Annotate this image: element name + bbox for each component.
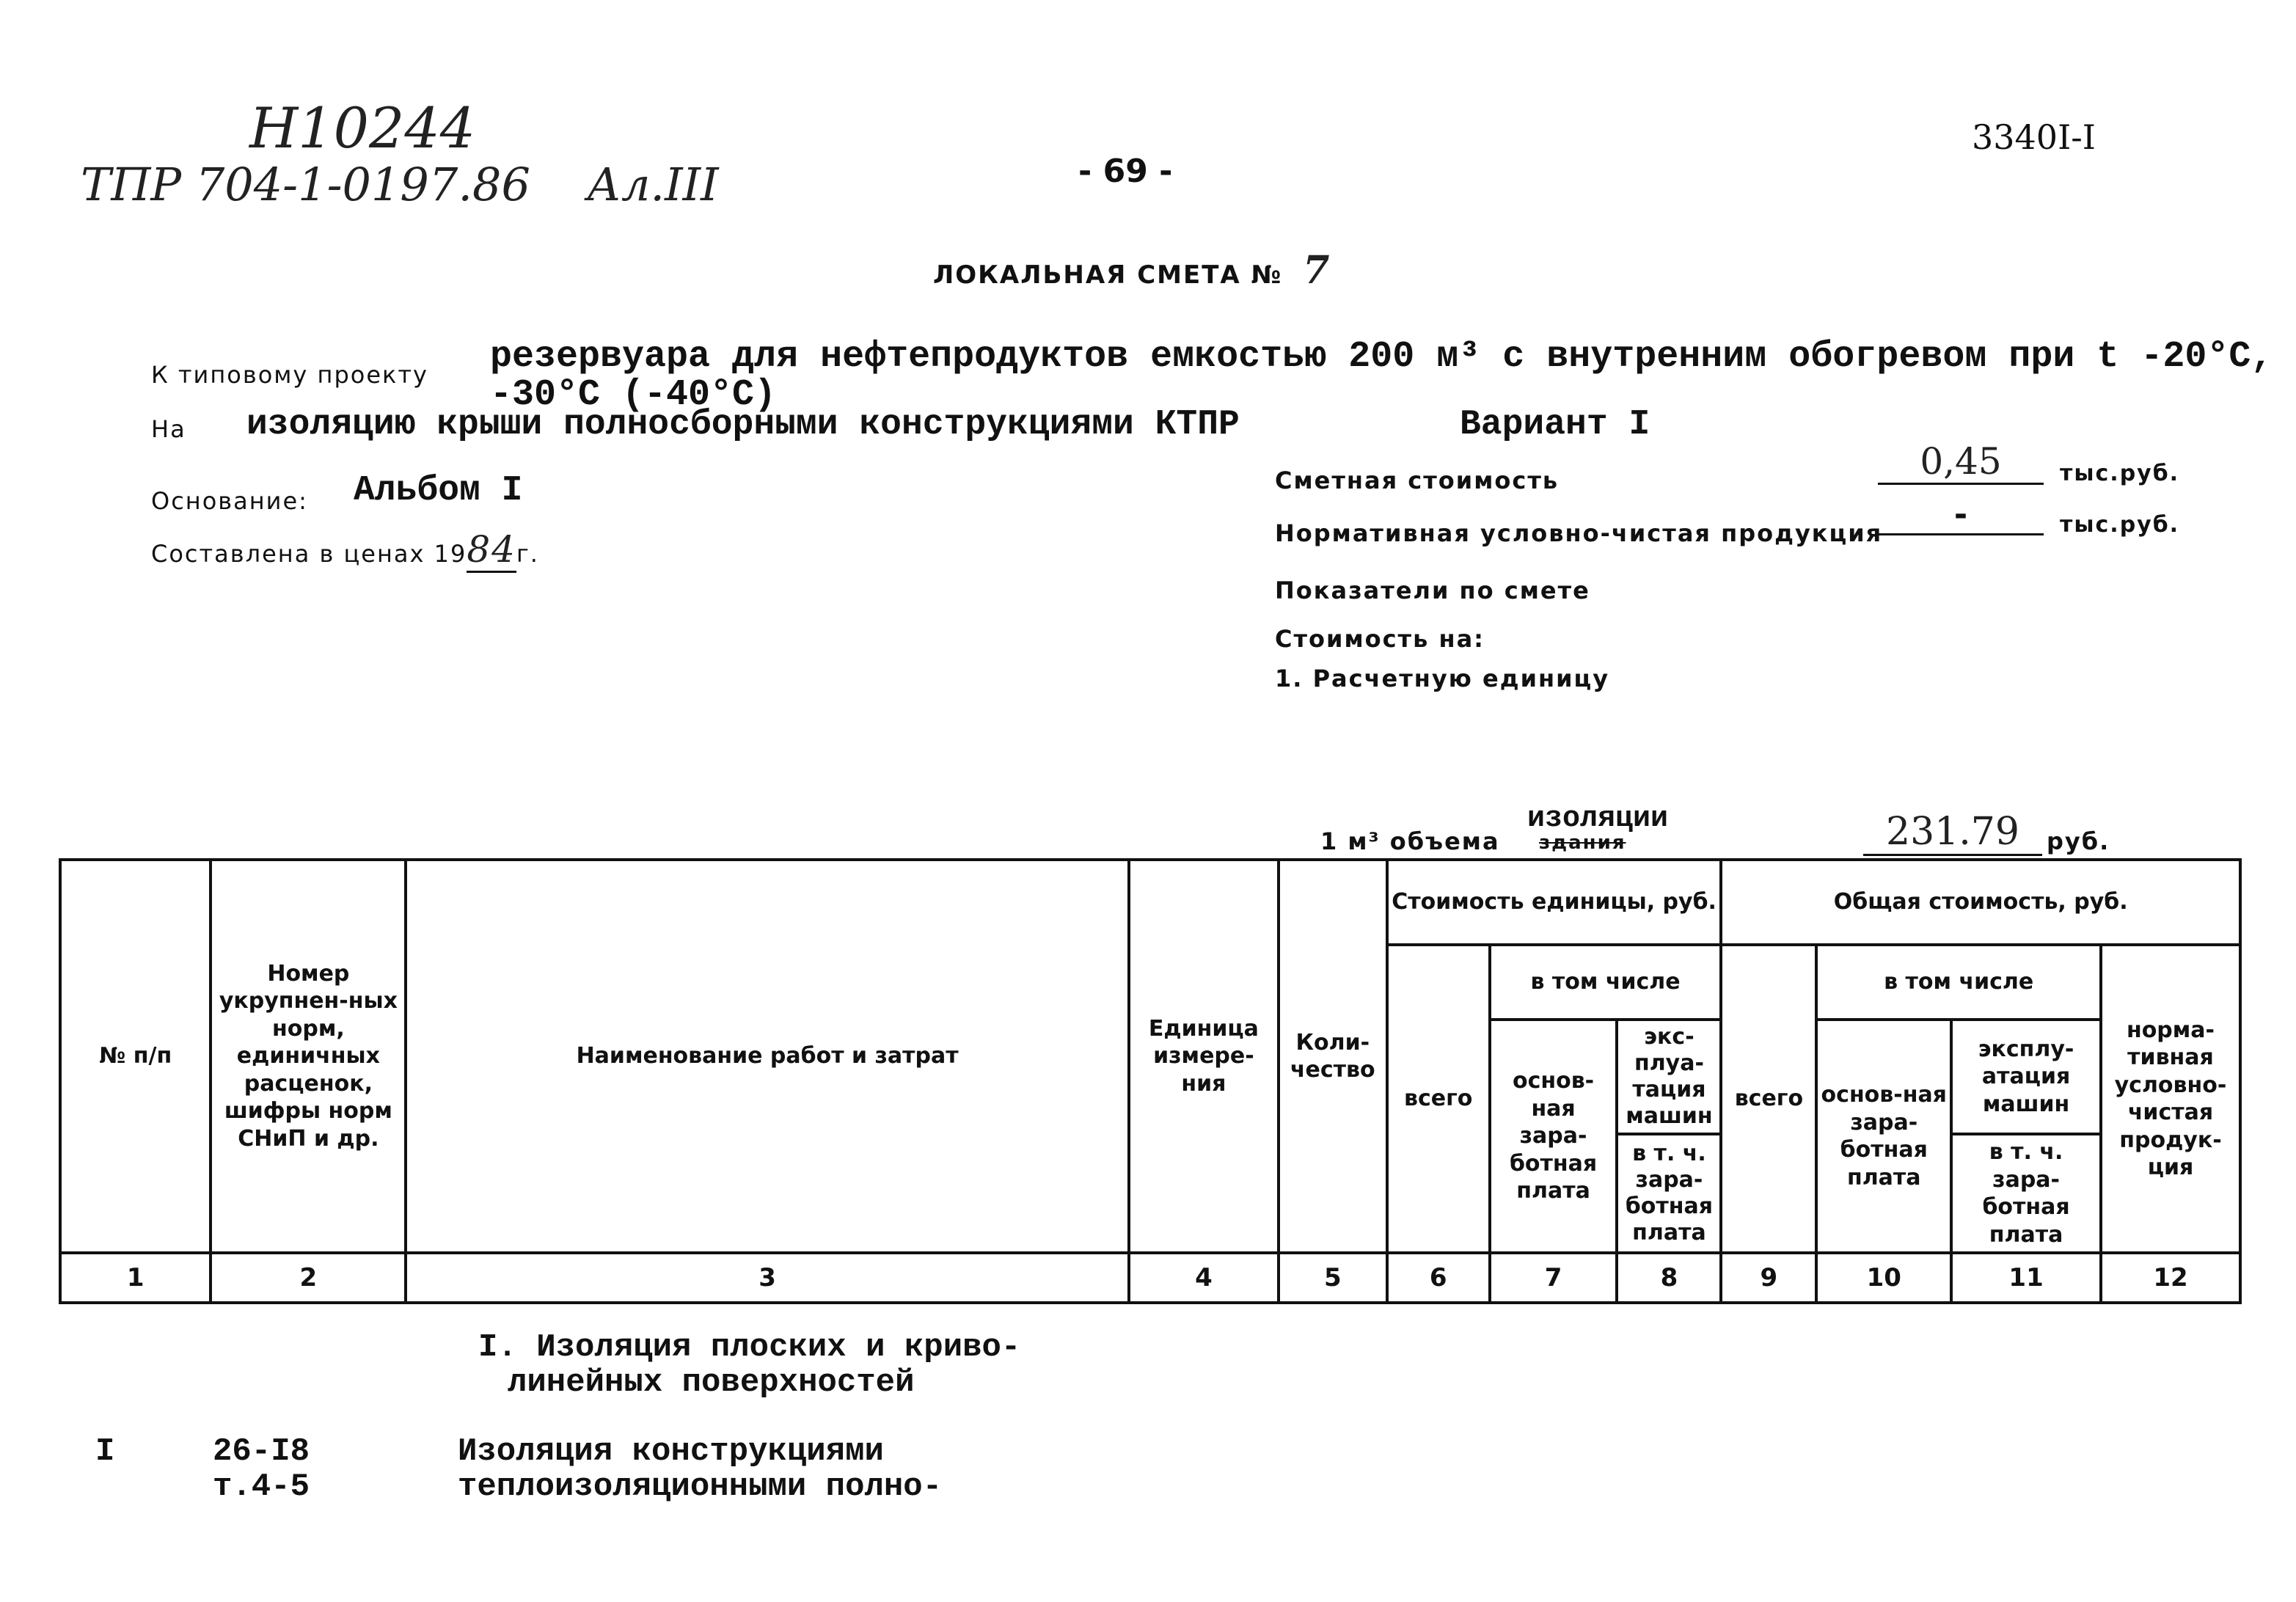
col-number-11: 11	[1951, 1253, 2101, 1303]
estimate-table	[59, 858, 2242, 1304]
normative-label: Нормативная условно-чистая продукция	[1275, 519, 1883, 547]
row-name-line2: теплоизоляционными полно-	[458, 1468, 943, 1505]
section-title-line2: линейных поверхностей	[508, 1364, 915, 1401]
header-total-including: в том числе	[1816, 945, 2101, 1020]
title-label: ЛОКАЛЬНАЯ СМЕТА №	[933, 260, 1283, 290]
header-quantity: Коли-чество	[1279, 860, 1387, 1253]
project-text-line2: -30°C (-40°C)	[490, 374, 777, 416]
row-name-line1: Изоляция конструкциями	[458, 1433, 884, 1470]
doc-number: 3340I-I	[1972, 117, 2096, 157]
page-title	[933, 248, 1331, 293]
row-code-line2: т.4-5	[213, 1468, 310, 1505]
basis-label: Основание:	[151, 487, 308, 515]
per-unit-replacement: изоляции	[1527, 802, 1669, 835]
per-unit-currency: руб.	[2047, 827, 2110, 855]
estimated-cost-label: Сметная стоимость	[1275, 467, 1560, 494]
per-unit-struck: здания	[1539, 832, 1626, 854]
header-unit-incl-wage: в т. ч. зара-ботная плата	[1617, 1134, 1721, 1253]
header-total-base-wage: основ-ная зара-ботная плата	[1816, 1020, 1951, 1253]
project-label: К типовому проекту	[151, 361, 428, 389]
prices-label: Составлена в ценах 19	[151, 540, 467, 568]
col-number-10: 10	[1816, 1253, 1951, 1303]
estimated-cost-unit: тыс.руб.	[2060, 461, 2180, 486]
header-total-cost: Общая стоимость, руб.	[1721, 860, 2240, 945]
variant: Вариант I	[1460, 405, 1650, 445]
header-unit-base-wage: основ-ная зара-ботная плата	[1490, 1020, 1617, 1253]
header-unit-cost: Стоимость единицы, руб.	[1387, 860, 1722, 945]
prices-year: 84	[467, 528, 516, 573]
col-number-3: 3	[406, 1253, 1129, 1303]
header-normative: норма-тивная условно-чистая продук-ция	[2101, 945, 2240, 1253]
handwritten-code: Н10244	[249, 95, 476, 161]
col-number-2: 2	[211, 1253, 406, 1303]
header-unit: Единица измере-ния	[1129, 860, 1279, 1253]
col-number-5: 5	[1279, 1253, 1387, 1303]
row-code-line1: 26-I8	[213, 1433, 310, 1470]
header-unit-including: в том числе	[1490, 945, 1722, 1020]
col-number-9: 9	[1721, 1253, 1816, 1303]
title-number: 7	[1303, 248, 1331, 293]
project-text-line1: резервуара для нефтепродуктов емкостью 200 м³ с внутренним обогревом при t -20°C,	[490, 336, 2273, 378]
header-unit-machine: экс-плуа-тация машин	[1617, 1020, 1721, 1134]
on-label: На	[151, 415, 186, 443]
header-code: Номер укрупнен-ных норм, единичных расценок, шифры норм СНиП и др.	[211, 860, 406, 1253]
indicators-label: Показатели по смете	[1275, 577, 1590, 604]
basis-value: Альбом I	[354, 471, 523, 511]
header-total-machine: эксплу-атация машин	[1951, 1020, 2101, 1134]
header-name: Наименование работ и затрат	[406, 860, 1129, 1253]
header-unit-total: всего	[1387, 945, 1490, 1253]
col-number-6: 6	[1387, 1253, 1490, 1303]
unit-label: 1. Расчетную единицу	[1275, 665, 1610, 692]
section-title-line1: I. Изоляция плоских и криво-	[478, 1329, 1021, 1366]
normative-value: -	[1878, 496, 2044, 535]
col-number-4: 4	[1129, 1253, 1279, 1303]
handwritten-project: ТПР 704-1-0197.86	[81, 158, 530, 211]
row-number: I	[95, 1433, 115, 1470]
estimated-cost-value: 0,45	[1878, 440, 2044, 485]
per-unit-value: 231.79	[1863, 810, 2042, 856]
col-number-1: 1	[60, 1253, 211, 1303]
normative-unit: тыс.руб.	[2060, 512, 2180, 538]
handwritten-album: Ал.III	[587, 158, 719, 211]
col-number-12: 12	[2101, 1253, 2240, 1303]
header-num: № п/п	[60, 860, 211, 1253]
header-total-incl-wage: в т. ч. зара-ботная плата	[1951, 1134, 2101, 1253]
header-total-total: всего	[1721, 945, 1816, 1253]
on-text: изоляцию крыши полносборными конструкциями КТПР	[246, 405, 1240, 445]
col-number-8: 8	[1617, 1253, 1721, 1303]
col-number-7: 7	[1490, 1253, 1617, 1303]
cost-on-label: Стоимость на:	[1275, 625, 1485, 653]
prices-line	[151, 528, 539, 571]
page-number: - 69 -	[1078, 153, 1173, 190]
prices-suffix: г.	[516, 540, 539, 568]
per-unit-label: 1 м³ объема	[1320, 827, 1500, 855]
